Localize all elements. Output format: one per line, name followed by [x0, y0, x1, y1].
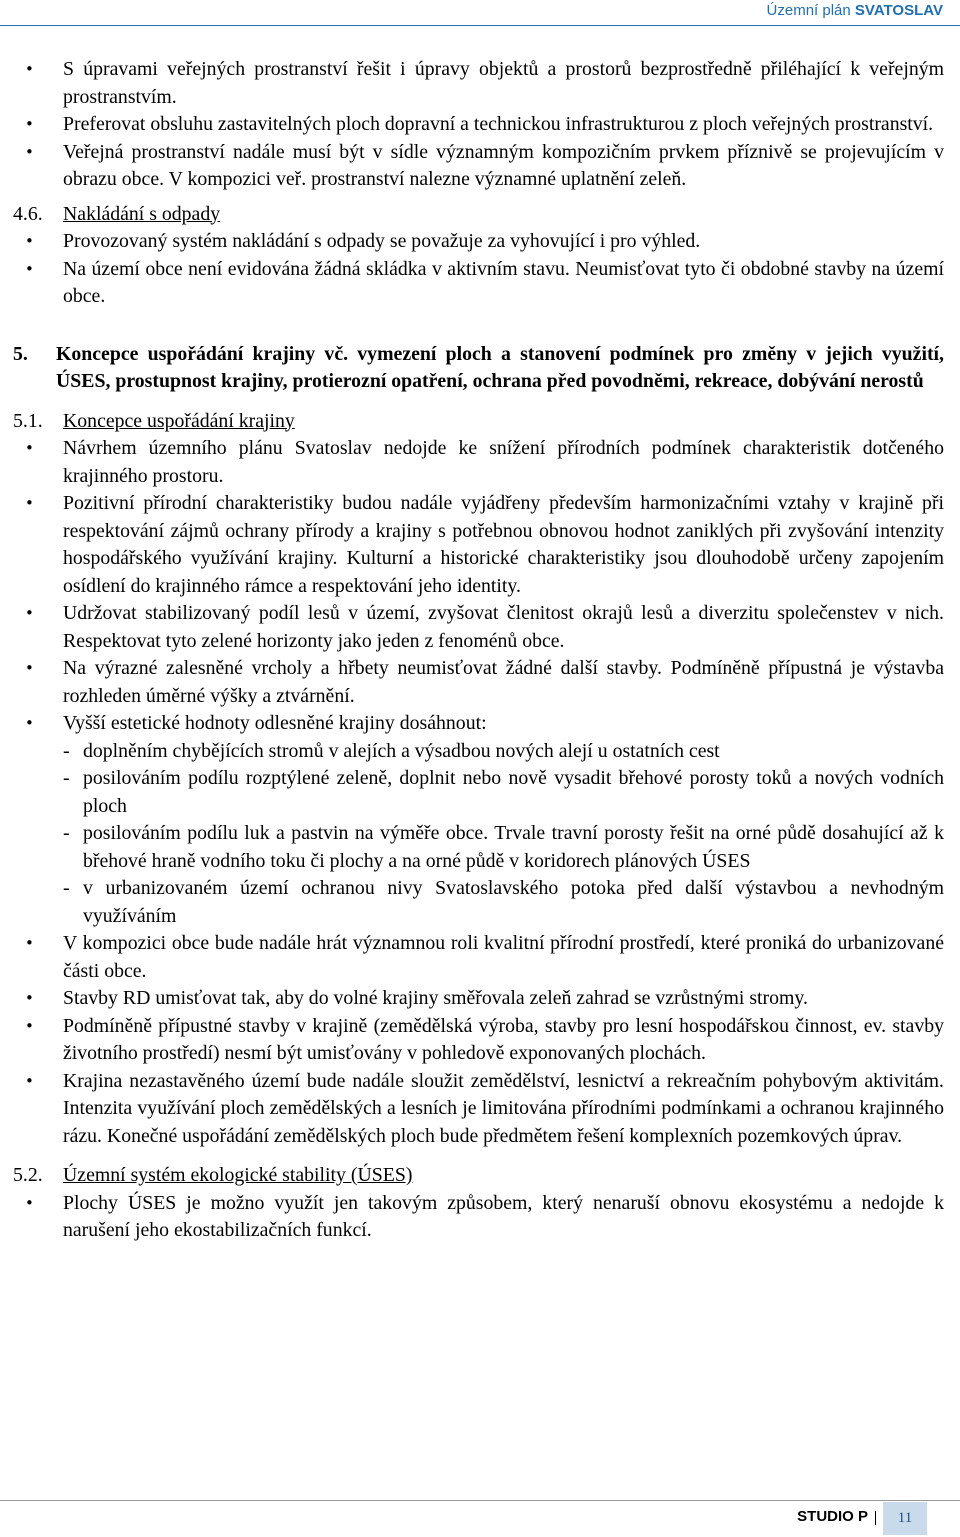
page-number: 11 [883, 1502, 927, 1535]
section-5-2-list [13, 1190, 944, 1245]
list-item: • Krajina nezastavěného území bude nadále sloužit zemědělství, lesnictví a rekreačním pohybovým aktivitám. Intenzita využívání ploch zemědělských a lesních je limitována přírodními podmínkami a ochranou krajinného rázu. Konečné uspořádání zemědělských ploch bude předmětem řešení komplexních pozemkových úprav. [13, 1068, 944, 1151]
chapter-number: 5. [13, 342, 28, 365]
list-item-aesthetic [13, 710, 944, 930]
footer-studio: STUDIO P [797, 1508, 868, 1525]
footer-divider [875, 1511, 876, 1525]
header-name: SVATOSLAV [854, 2, 943, 19]
section-title: Koncepce uspořádání krajiny [63, 409, 295, 432]
chapter-title: Koncepce uspořádání krajiny vč. vymezení ploch a stanovení podmínek pro změny v jejich využití, ÚSES, prostupnost krajiny, protierozní opatření, ochrana před povodněmi, rekreace, dobývání nerostů [56, 342, 944, 392]
section-number: 5.2. [13, 1164, 43, 1186]
section-5-1-list [13, 435, 944, 1150]
dash-item: - posilováním podílu rozptýlené zeleně, doplnit nebo nově vysadit břehové porosty toků a nových vodních ploch [63, 765, 944, 820]
list-item: • Pozitivní přírodní charakteristiky budou nadále vyjádřeny především harmonizačními vztahy v krajině při respektování zájmů ochrany přírody a krajiny s potřebnou obnovou hodnot zaniklých při zvyšování intenzity hospodářského využívání krajiny. Kulturní a historické charakteristiky jsou dlouhodobě určeny zapojením osídlení do krajinného rámce a respektování jeho identity. [13, 490, 944, 600]
list-item: • Podmíněně přípustné stavby v krajině (zemědělská výroba, stavby pro lesní hospodářskou činnost, ev. stavby životního prostředí) nesmí být umisťovány v pohledově exponovaných plochách. [13, 1013, 944, 1068]
list-item: • Na výrazné zalesněné vrcholy a hřbety neumisťovat žádné další stavby. Podmíněně přípustná je výstavba rozhleden úměrné výšky a ztvárnění. [13, 655, 944, 710]
section-5-1-heading [13, 408, 944, 436]
dash-item: - v urbanizovaném území ochranou nivy Svatoslavského potoka před další výstavbou a nevhodným využíváním [63, 875, 944, 930]
chapter-5-heading [13, 341, 944, 396]
section-number: 4.6. [13, 202, 43, 225]
header-title [767, 2, 943, 19]
list-item: • Stavby RD umisťovat tak, aby do volné krajiny směřovala zeleň zahrad se vzrůstnými stromy. [13, 985, 944, 1013]
list-item: • Udržovat stabilizovaný podíl lesů v území, zvyšovat členitost okrajů lesů a diverzitu společenstev v nich. Respektovat tyto zelené horizonty jako jeden z fenoménů obce. [13, 600, 944, 655]
list-item: • S úpravami veřejných prostranství řešit i úpravy objektů a prostorů bezprostředně přiléhající k veřejným prostranstvím. [13, 56, 944, 111]
aesthetic-lead: • Vyšší estetické hodnoty odlesněné krajiny dosáhnout: [63, 712, 487, 734]
section-4-6-list [13, 228, 944, 311]
page-header [0, 0, 960, 26]
dash-item: - doplněním chybějících stromů v alejích a výsadbou nových alejí u ostatních cest [63, 738, 944, 766]
list-item: • Provozovaný systém nakládání s odpady se považuje za vyhovující i pro výhled. [13, 228, 944, 256]
section-4-6-heading [13, 201, 944, 229]
list-item: • Na území obce není evidována žádná skládka v aktivním stavu. Neumisťovat tyto či obdobné stavby na území obce. [13, 256, 944, 311]
section-title: Územní systém ekologické stability (ÚSES) [63, 1164, 413, 1186]
section-title: Nakládání s odpady [63, 202, 221, 225]
dash-item: - posilováním podílu luk a pastvin na výměře obce. Trvale travní porosty řešit na orné půdě dosahující až k břehové hraně vodního toku či plochy a na orné půdě v koridorech plánových ÚSES [63, 820, 944, 875]
section-5-2-heading [13, 1162, 944, 1190]
document-body [13, 56, 944, 1245]
section-number: 5.1. [13, 409, 43, 432]
header-prefix: Územní plán [766, 2, 851, 19]
list-item: • Návrhem územního plánu Svatoslav nedojde ke snížení přírodních podmínek charakteristik dotčeného krajinného prostoru. [13, 435, 944, 490]
intro-list [13, 56, 944, 194]
page-footer [0, 1500, 960, 1526]
list-item: • V kompozici obce bude nadále hrát významnou roli kvalitní přírodní prostředí, které proniká do urbanizované části obce. [13, 930, 944, 985]
list-item: • Plochy ÚSES je možno využít jen takovým způsobem, který nenaruší obnovu ekosystému a nedojde k narušení jeho ekostabilizačních funkcí. [13, 1190, 944, 1245]
list-item: • Veřejná prostranství nadále musí být v sídle významným kompozičním prvkem příznivě se projevujícím v obrazu obce. V kompozici veř. prostranství nalezne významné uplatnění zeleň. [13, 139, 944, 194]
list-item: • Preferovat obsluhu zastavitelných ploch dopravní a technickou infrastrukturou z ploch veřejných prostranství. [13, 111, 944, 139]
dash-list [63, 738, 944, 931]
